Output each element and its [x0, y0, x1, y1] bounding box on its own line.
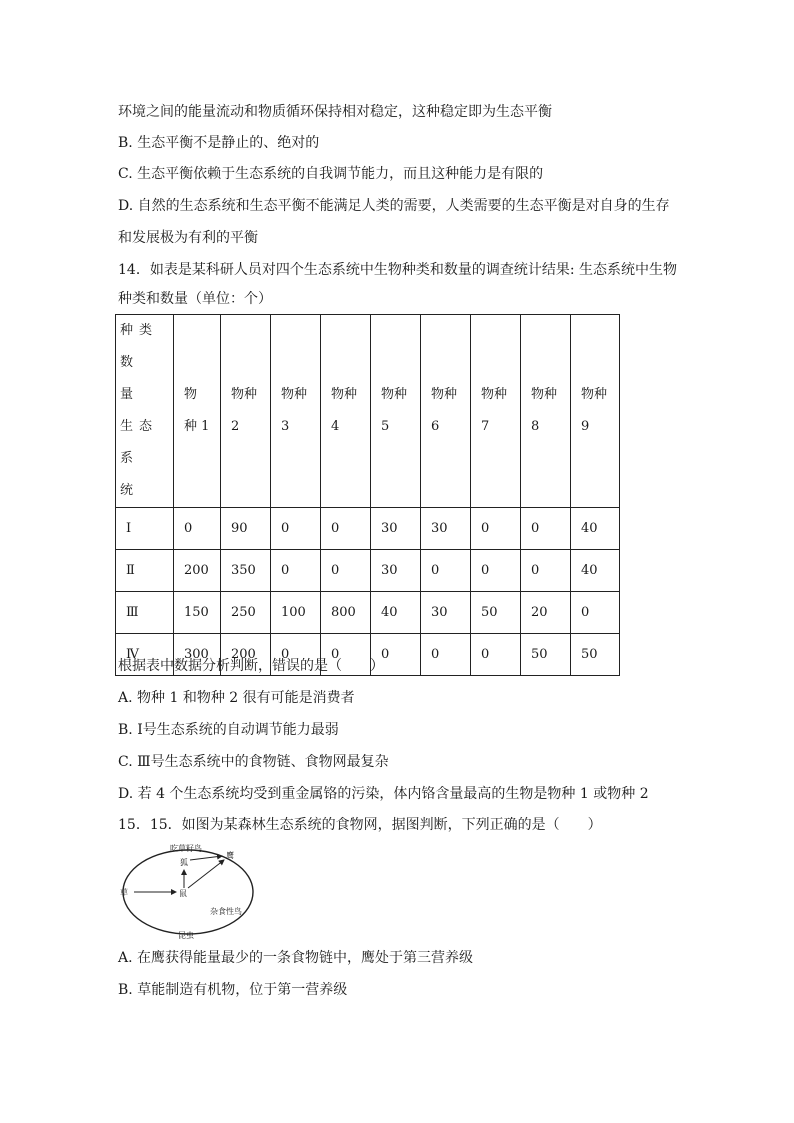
- table-cell: 0: [271, 550, 321, 592]
- table-cell: 0: [321, 634, 371, 676]
- table-cell: 100: [271, 592, 321, 634]
- table-cell: 90: [221, 508, 271, 550]
- table-header-row: [116, 315, 620, 508]
- row-label: Ⅳ: [116, 634, 174, 676]
- arrow-fox-eagle: [190, 856, 222, 860]
- table-cell: 30: [371, 508, 421, 550]
- table-cell: 50: [571, 634, 620, 676]
- header-species-7: 物种 7: [471, 315, 521, 508]
- table-cell: 200: [221, 634, 271, 676]
- table-cell: 250: [221, 592, 271, 634]
- node-omni-bird: 杂食性鸟: [210, 907, 242, 916]
- table-cell: 0: [471, 634, 521, 676]
- table-cell: 0: [571, 592, 620, 634]
- table-cell: 350: [221, 550, 271, 592]
- option-d-line-1: D. 自然的生态系统和生态平衡不能满足人类的需要，人类需要的生态平衡是对自身的生存: [118, 198, 670, 214]
- table-cell: 0: [271, 634, 321, 676]
- question-15-stem: 15．15．如图为某森林生态系统的食物网，据图判断，下列正确的是（ ）: [118, 817, 602, 833]
- header-species-1: 物 种 1: [174, 315, 221, 508]
- header-species-9: 物种 9: [571, 315, 620, 508]
- question-15-option-a: A. 在鹰获得能量最少的一条食物链中，鹰处于第三营养级: [118, 950, 474, 966]
- table-cell: 40: [371, 592, 421, 634]
- table-cell: 150: [174, 592, 221, 634]
- node-insect: 昆虫: [178, 931, 194, 940]
- row-label: Ⅲ: [116, 592, 174, 634]
- table-cell: 0: [321, 508, 371, 550]
- node-herb-bird: 吃草籽鸟: [170, 844, 202, 853]
- table-cell: 0: [421, 550, 471, 592]
- row-label: Ⅰ: [116, 508, 174, 550]
- table-cell: 40: [571, 550, 620, 592]
- node-grass: 草: [120, 888, 128, 897]
- table-cell: 0: [371, 634, 421, 676]
- header-species-5: 物种 5: [371, 315, 421, 508]
- question-14-stem-line-1: 14．如表是某科研人员对四个生态系统中生物种类和数量的调查统计结果: 生态系统中生物: [118, 262, 677, 278]
- table-cell: 50: [521, 634, 571, 676]
- question-14-option-d: D. 若 4 个生态系统均受到重金属铬的污染，体内铬含量最高的生物是物种 1 或物种 2: [118, 786, 649, 802]
- table-cell: 20: [521, 592, 571, 634]
- table-cell: 0: [521, 550, 571, 592]
- option-b: B. 生态平衡不是静止的、绝对的: [118, 135, 320, 151]
- table-cell: 0: [471, 508, 521, 550]
- table-cell: 200: [174, 550, 221, 592]
- header-species-8: 物种 8: [521, 315, 571, 508]
- question-14-option-c: C. Ⅲ号生态系统中的食物链、食物网最复杂: [118, 754, 389, 770]
- table-cell: 0: [321, 550, 371, 592]
- question-15-option-b: B. 草能制造有机物，位于第一营养级: [118, 982, 348, 998]
- table-cell: 0: [174, 508, 221, 550]
- table-cell: 800: [321, 592, 371, 634]
- header-species-3: 物种 3: [271, 315, 321, 508]
- table-cell: 50: [471, 592, 521, 634]
- table-cell: 300: [174, 634, 221, 676]
- option-d-line-2: 和发展极为有利的平衡: [118, 230, 258, 246]
- header-species-6: 物种 6: [421, 315, 471, 508]
- table-cell: 40: [571, 508, 620, 550]
- question-14-stem-line-2: 种类和数量（单位：个）: [118, 291, 272, 307]
- table-cell: 0: [471, 550, 521, 592]
- food-web-diagram: [118, 842, 258, 942]
- node-eagle: 鹰: [226, 851, 234, 860]
- table-cell: 30: [371, 550, 421, 592]
- option-c: C. 生态平衡依赖于生态系统的自我调节能力，而且这种能力是有限的: [118, 166, 544, 182]
- question-14-ask: 根据表中数据分析判断，错误的是（ ）: [118, 658, 384, 674]
- node-fox: 狐: [180, 858, 188, 867]
- table-row: [116, 550, 620, 592]
- arrow-mouse-eagle: [188, 860, 224, 888]
- table-cell: 0: [271, 508, 321, 550]
- table-corner-header: 种类数 量 生态系 统: [116, 315, 174, 508]
- question-14-option-b: B. Ⅰ号生态系统的自动调节能力最弱: [118, 722, 339, 738]
- node-mouse: 鼠: [179, 889, 187, 898]
- table-cell: 30: [421, 508, 471, 550]
- intro-line-1: 环境之间的能量流动和物质循环保持相对稳定，这种稳定即为生态平衡: [118, 104, 552, 120]
- table-row: [116, 592, 620, 634]
- table-cell: 0: [421, 634, 471, 676]
- header-species-2: 物种 2: [221, 315, 271, 508]
- table-row: [116, 508, 620, 550]
- question-14-option-a: A. 物种 1 和物种 2 很有可能是消费者: [118, 690, 355, 706]
- header-species-4: 物种 4: [321, 315, 371, 508]
- species-table: [115, 314, 620, 676]
- row-label: Ⅱ: [116, 550, 174, 592]
- table-cell: 30: [421, 592, 471, 634]
- table-cell: 0: [521, 508, 571, 550]
